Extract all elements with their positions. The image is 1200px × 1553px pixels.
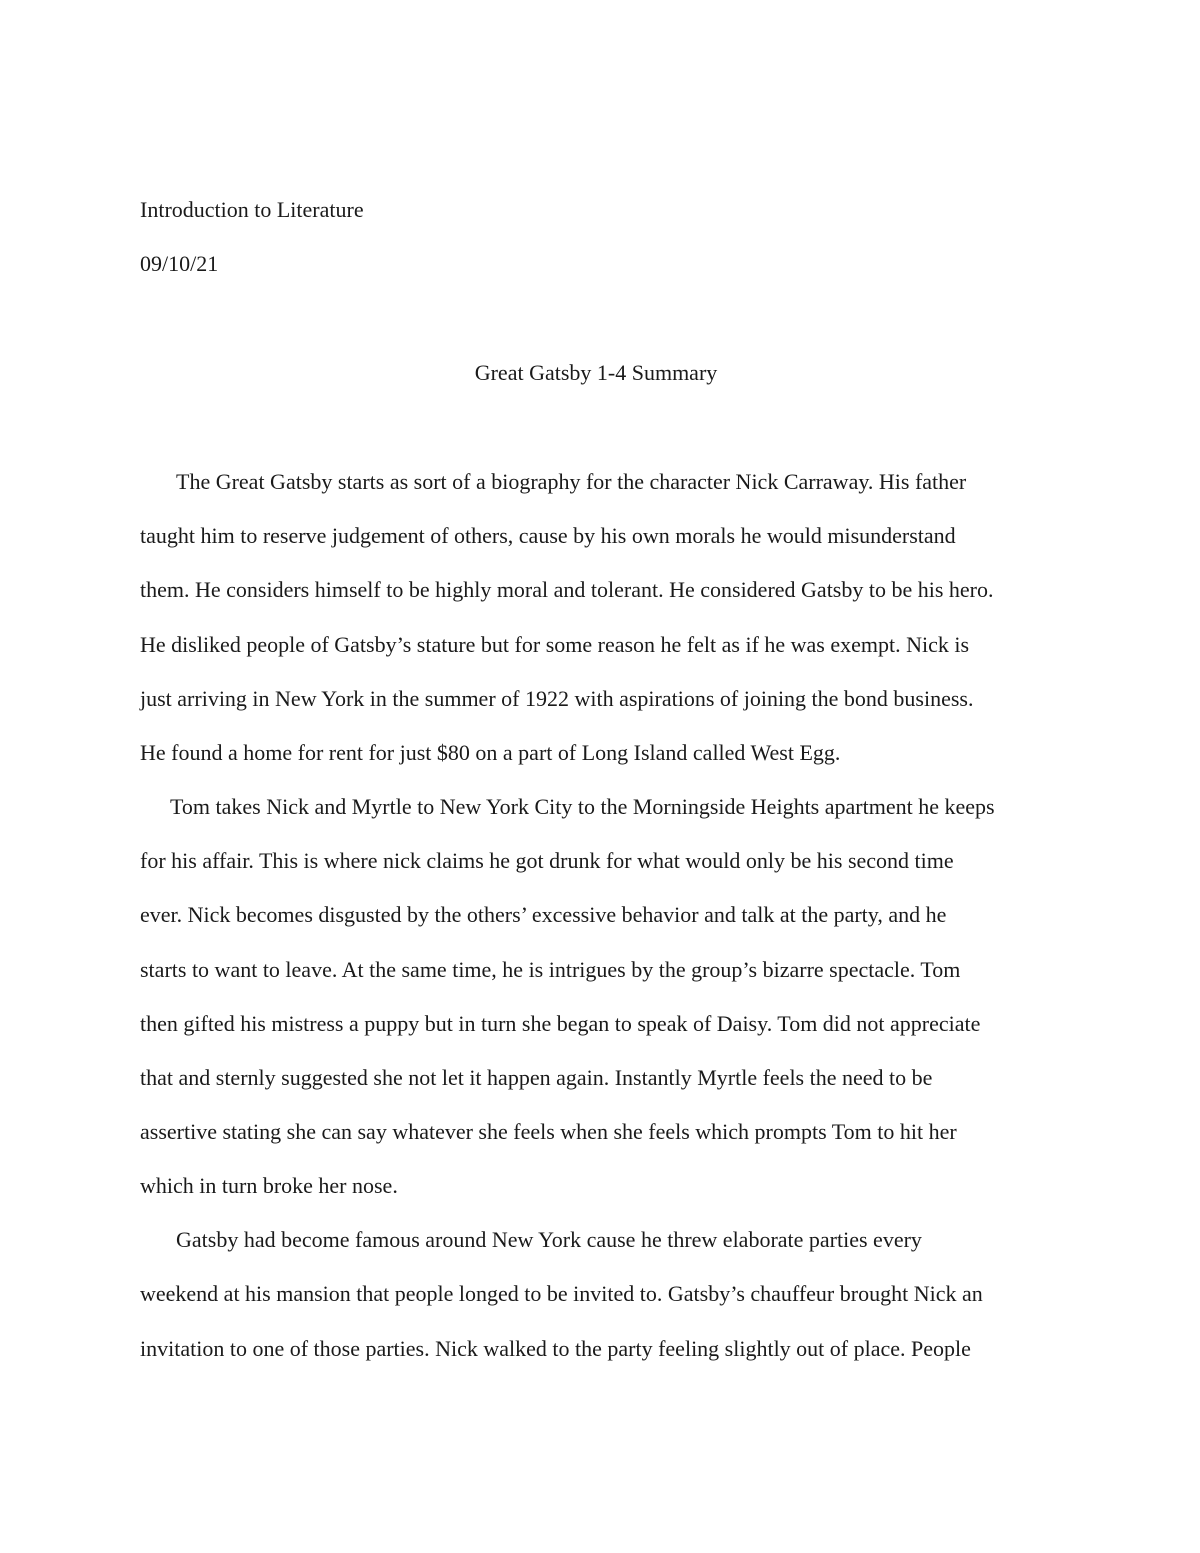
paragraph-1-line-2: taught him to reserve judgement of others, cause by his own morals he would misunderstand [140,523,956,548]
paragraph-2-line-5: then gifted his mistress a puppy but in turn she began to speak of Daisy. Tom did not appreciate [140,1011,981,1036]
paragraph-2-line-3: ever. Nick becomes disgusted by the others’ excessive behavior and talk at the party, and he [140,902,947,927]
paragraph-2-line-1: Tom takes Nick and Myrtle to New York City to the Morningside Heights apartment he keeps [170,794,995,819]
paragraph-1-line-5: just arriving in New York in the summer of 1922 with aspirations of joining the bond business. [140,686,974,711]
paragraph-1-line-6: He found a home for rent for just $80 on a part of Long Island called West Egg. [140,740,841,765]
paragraph-2-line-7: assertive stating she can say whatever she feels when she feels which prompts Tom to hit her [140,1119,957,1144]
assignment-date: 09/10/21 [140,251,219,276]
paragraph-3-line-1: Gatsby had become famous around New York cause he threw elaborate parties every [176,1227,922,1252]
paragraph-2-line-8: which in turn broke her nose. [140,1173,398,1198]
course-name: Introduction to Literature [140,197,364,222]
paragraph-2-line-6: that and sternly suggested she not let it happen again. Instantly Myrtle feels the need to be [140,1065,933,1090]
paragraph-2-line-2: for his affair. This is where nick claims he got drunk for what would only be his second time [140,848,954,873]
essay-title: Great Gatsby 1-4 Summary [474,360,718,385]
paragraph-2-line-4: starts to want to leave. At the same time, he is intrigues by the group’s bizarre spectacle. Tom [140,957,961,982]
paragraph-3-line-2: weekend at his mansion that people longed to be invited to. Gatsby’s chauffeur brought Nick an [140,1281,983,1306]
paragraph-1-line-1: The Great Gatsby starts as sort of a biography for the character Nick Carraway. His father [176,469,967,494]
paragraph-1-line-3: them. He considers himself to be highly moral and tolerant. He considered Gatsby to be his hero. [140,577,994,602]
paragraph-1-line-4: He disliked people of Gatsby’s stature but for some reason he felt as if he was exempt. Nick is [140,632,970,657]
paragraph-3-line-3: invitation to one of those parties. Nick walked to the party feeling slightly out of place. People [140,1336,971,1361]
